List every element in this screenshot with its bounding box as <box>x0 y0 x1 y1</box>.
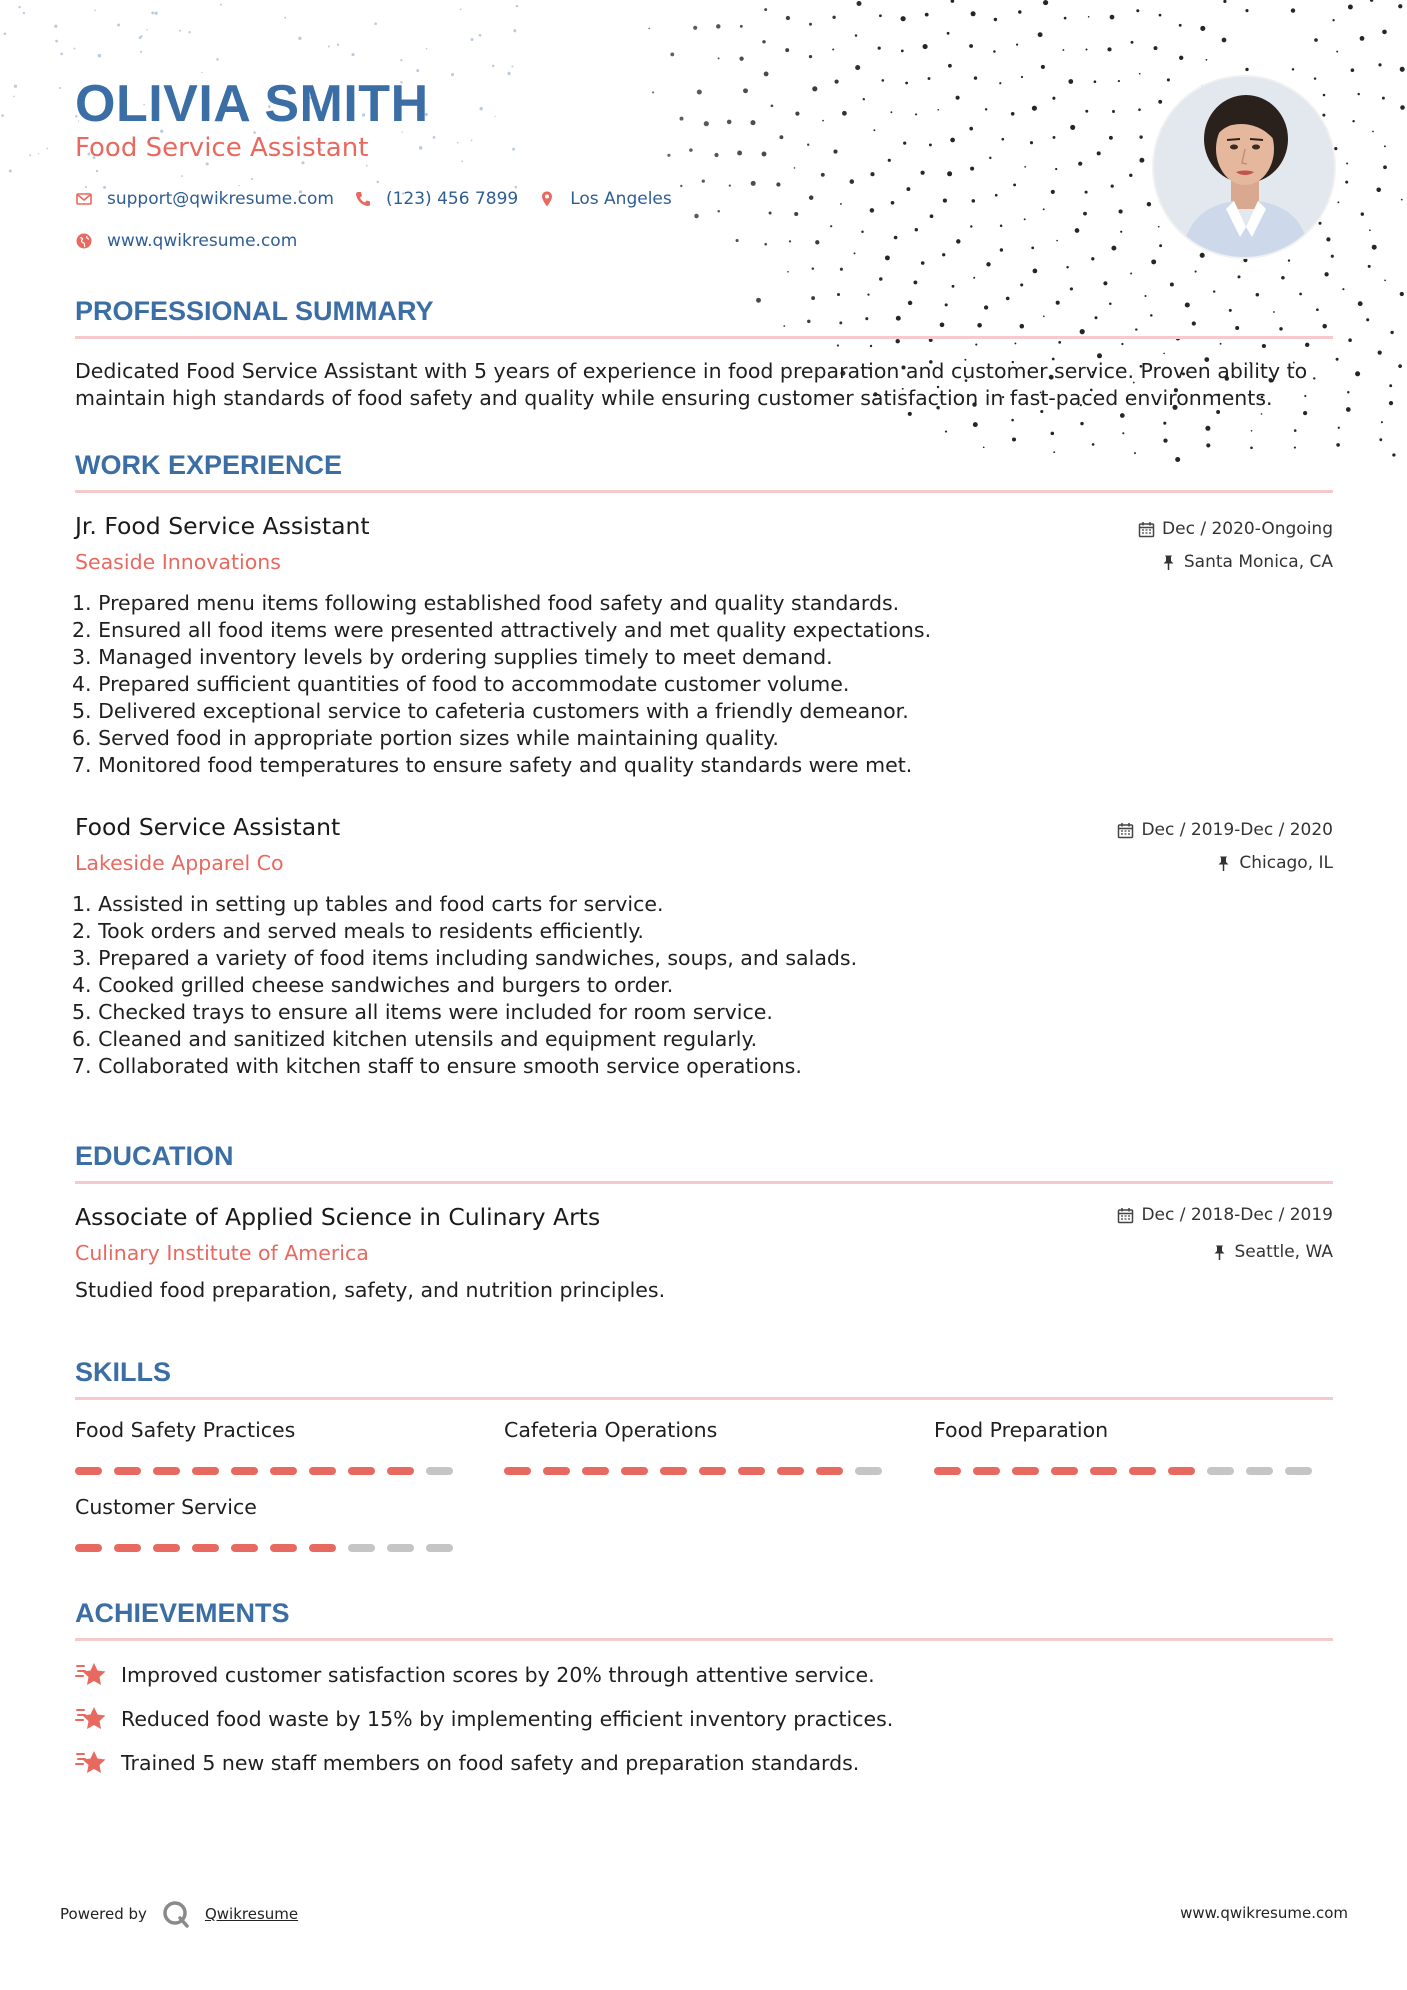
star-award-icon <box>75 1660 107 1690</box>
list-item: 4. Cooked grilled cheese sandwiches and burgers to order. <box>72 973 674 997</box>
phone-text[interactable]: (123) 456 7899 <box>385 189 519 209</box>
skill-segment-filled <box>192 1467 219 1475</box>
skill-name: Food Safety Practices <box>75 1418 296 1442</box>
summary-heading: PROFESSIONAL SUMMARY <box>75 296 434 326</box>
skill-segment-filled <box>309 1544 336 1552</box>
skill-segment-filled <box>621 1467 648 1475</box>
list-item: 5. Checked trays to ensure all items were included for room service. <box>72 1000 773 1024</box>
qwikresume-logo-icon <box>161 1899 191 1929</box>
section-divider <box>75 1181 1333 1184</box>
education-dates-text: Dec / 2018-Dec / 2019 <box>1141 1205 1333 1225</box>
skill-segment-empty <box>348 1544 375 1552</box>
job-responsibilities <box>72 891 857 1080</box>
skill-segment-filled <box>699 1467 726 1475</box>
skill-segment-filled <box>153 1467 180 1475</box>
job-location <box>1160 552 1333 572</box>
section-divider <box>75 336 1333 339</box>
email-contact[interactable] <box>75 189 334 209</box>
skill-segment-filled <box>660 1467 687 1475</box>
skill-segment-filled <box>348 1467 375 1475</box>
skill-segment-filled <box>1129 1467 1156 1475</box>
skill-segment-filled <box>738 1467 765 1475</box>
skill-segment-filled <box>1012 1467 1039 1475</box>
education-location <box>1211 1242 1334 1262</box>
list-item: 2. Took orders and served meals to residents efficiently. <box>72 919 644 943</box>
achievement-item <box>75 1704 893 1734</box>
skill-segment-filled <box>973 1467 1000 1475</box>
star-award-icon <box>75 1704 107 1734</box>
summary-text: Dedicated Food Service Assistant with 5 years of experience in food preparation and customer service. Proven ability to maintain high standards of food safety and quality while ensuring customer satisfaction in fast-paced environments. <box>75 359 1308 410</box>
skill-level-bar <box>75 1467 453 1475</box>
phone-icon <box>354 190 372 208</box>
skill-segment-empty <box>387 1544 414 1552</box>
location-text: Los Angeles <box>570 189 672 209</box>
footer-powered-by <box>60 1899 298 1929</box>
envelope-icon <box>75 190 93 208</box>
job-location <box>1215 853 1333 873</box>
skill-level-bar <box>934 1467 1312 1475</box>
achievement-text: Improved customer satisfaction scores by 20% through attentive service. <box>121 1663 875 1687</box>
map-pin-icon <box>538 190 556 208</box>
list-item: 6. Served food in appropriate portion sizes while maintaining quality. <box>72 726 779 750</box>
skill-segment-filled <box>114 1544 141 1552</box>
skill-segment-filled <box>270 1544 297 1552</box>
school-name: Culinary Institute of America <box>75 1241 369 1265</box>
skills-heading: SKILLS <box>75 1357 172 1387</box>
skill-segment-filled <box>114 1467 141 1475</box>
skill-segment-filled <box>504 1467 531 1475</box>
skill-level-bar <box>75 1544 453 1552</box>
section-divider <box>75 1638 1333 1641</box>
skill-segment-filled <box>816 1467 843 1475</box>
calendar-icon <box>1117 1207 1134 1224</box>
education-location-text: Seattle, WA <box>1234 1242 1333 1262</box>
star-award-icon <box>75 1748 107 1778</box>
list-item: 6. Cleaned and sanitized kitchen utensils and equipment regularly. <box>72 1027 758 1051</box>
skill-segment-filled <box>387 1467 414 1475</box>
qwikresume-link[interactable]: Qwikresume <box>204 1905 299 1923</box>
list-item: 1. Assisted in setting up tables and food carts for service. <box>72 892 664 916</box>
skill-segment-filled <box>75 1467 102 1475</box>
email-text[interactable]: support@qwikresume.com <box>107 189 334 209</box>
list-item: 2. Ensured all food items were presented attractively and met quality expectations. <box>72 618 932 642</box>
skill-segment-filled <box>231 1467 258 1475</box>
phone-contact[interactable] <box>354 189 518 209</box>
location-contact <box>538 189 672 209</box>
job-location-text: Chicago, IL <box>1239 853 1333 873</box>
job-dates-text: Dec / 2019-Dec / 2020 <box>1141 820 1333 840</box>
achievement-item <box>75 1748 859 1778</box>
section-divider <box>75 1397 1333 1400</box>
portrait-illustration <box>1154 77 1334 257</box>
skill-segment-filled <box>1051 1467 1078 1475</box>
experience-heading: WORK EXPERIENCE <box>75 450 343 480</box>
skill-segment-empty <box>1285 1467 1312 1475</box>
skill-name: Food Preparation <box>934 1418 1109 1442</box>
globe-icon <box>75 232 93 250</box>
skill-name: Cafeteria Operations <box>504 1418 718 1442</box>
job-dates <box>1138 519 1333 539</box>
skill-segment-filled <box>309 1467 336 1475</box>
pin-icon <box>1211 1244 1228 1261</box>
footer-website[interactable]: www.qwikresume.com <box>1180 1904 1348 1922</box>
profile-photo <box>1152 75 1336 259</box>
education-description: Studied food preparation, safety, and nutrition principles. <box>75 1278 666 1302</box>
achievement-text: Reduced food waste by 15% by implementing efficient inventory practices. <box>121 1707 894 1731</box>
skill-segment-filled <box>270 1467 297 1475</box>
company-name: Lakeside Apparel Co <box>75 851 284 875</box>
achievements-heading: ACHIEVEMENTS <box>75 1598 290 1628</box>
website-text[interactable]: www.qwikresume.com <box>107 231 298 251</box>
education-dates <box>1117 1205 1333 1225</box>
contact-row <box>75 189 672 209</box>
list-item: 3. Prepared a variety of food items including sandwiches, soups, and salads. <box>72 946 858 970</box>
website-contact[interactable] <box>75 231 297 251</box>
section-divider <box>75 490 1333 493</box>
skill-segment-empty <box>426 1544 453 1552</box>
skill-segment-empty <box>1207 1467 1234 1475</box>
achievement-text: Trained 5 new staff members on food safety and preparation standards. <box>121 1751 860 1775</box>
list-item: 7. Monitored food temperatures to ensure safety and quality standards were met. <box>72 753 913 777</box>
calendar-icon <box>1117 822 1134 839</box>
skill-segment-filled <box>777 1467 804 1475</box>
skill-segment-filled <box>934 1467 961 1475</box>
skill-segment-filled <box>543 1467 570 1475</box>
skill-segment-filled <box>153 1544 180 1552</box>
pin-icon <box>1160 554 1177 571</box>
job-dates-text: Dec / 2020-Ongoing <box>1162 519 1333 539</box>
job-dates <box>1117 820 1333 840</box>
skill-segment-filled <box>231 1544 258 1552</box>
achievement-item <box>75 1660 875 1690</box>
skill-segment-filled <box>582 1467 609 1475</box>
skill-segment-filled <box>1168 1467 1195 1475</box>
skill-segment-filled <box>1090 1467 1117 1475</box>
skill-segment-empty <box>426 1467 453 1475</box>
list-item: 1. Prepared menu items following established food safety and quality standards. <box>72 591 900 615</box>
list-item: 5. Delivered exceptional service to cafeteria customers with a friendly demeanor. <box>72 699 909 723</box>
job-title: Food Service Assistant <box>75 813 341 841</box>
job-location-text: Santa Monica, CA <box>1183 552 1333 572</box>
company-name: Seaside Innovations <box>75 550 281 574</box>
skill-segment-empty <box>1246 1467 1273 1475</box>
skill-level-bar <box>504 1467 882 1475</box>
skill-segment-filled <box>75 1544 102 1552</box>
education-heading: EDUCATION <box>75 1141 234 1171</box>
skill-name: Customer Service <box>75 1495 257 1519</box>
list-item: 4. Prepared sufficient quantities of food to accommodate customer volume. <box>72 672 850 696</box>
calendar-icon <box>1138 521 1155 538</box>
job-title: Jr. Food Service Assistant <box>75 512 370 540</box>
skill-segment-filled <box>192 1544 219 1552</box>
pin-icon <box>1215 855 1232 872</box>
list-item: 3. Managed inventory levels by ordering supplies timely to meet demand. <box>72 645 833 669</box>
list-item: 7. Collaborated with kitchen staff to ensure smooth service operations. <box>72 1054 802 1078</box>
degree-title: Associate of Applied Science in Culinary Arts <box>75 1203 601 1231</box>
job-responsibilities <box>72 590 931 779</box>
powered-by-label: Powered by <box>60 1905 147 1923</box>
candidate-name: OLIVIA SMITH <box>75 75 429 133</box>
candidate-role: Food Service Assistant <box>75 133 369 163</box>
skill-segment-empty <box>855 1467 882 1475</box>
